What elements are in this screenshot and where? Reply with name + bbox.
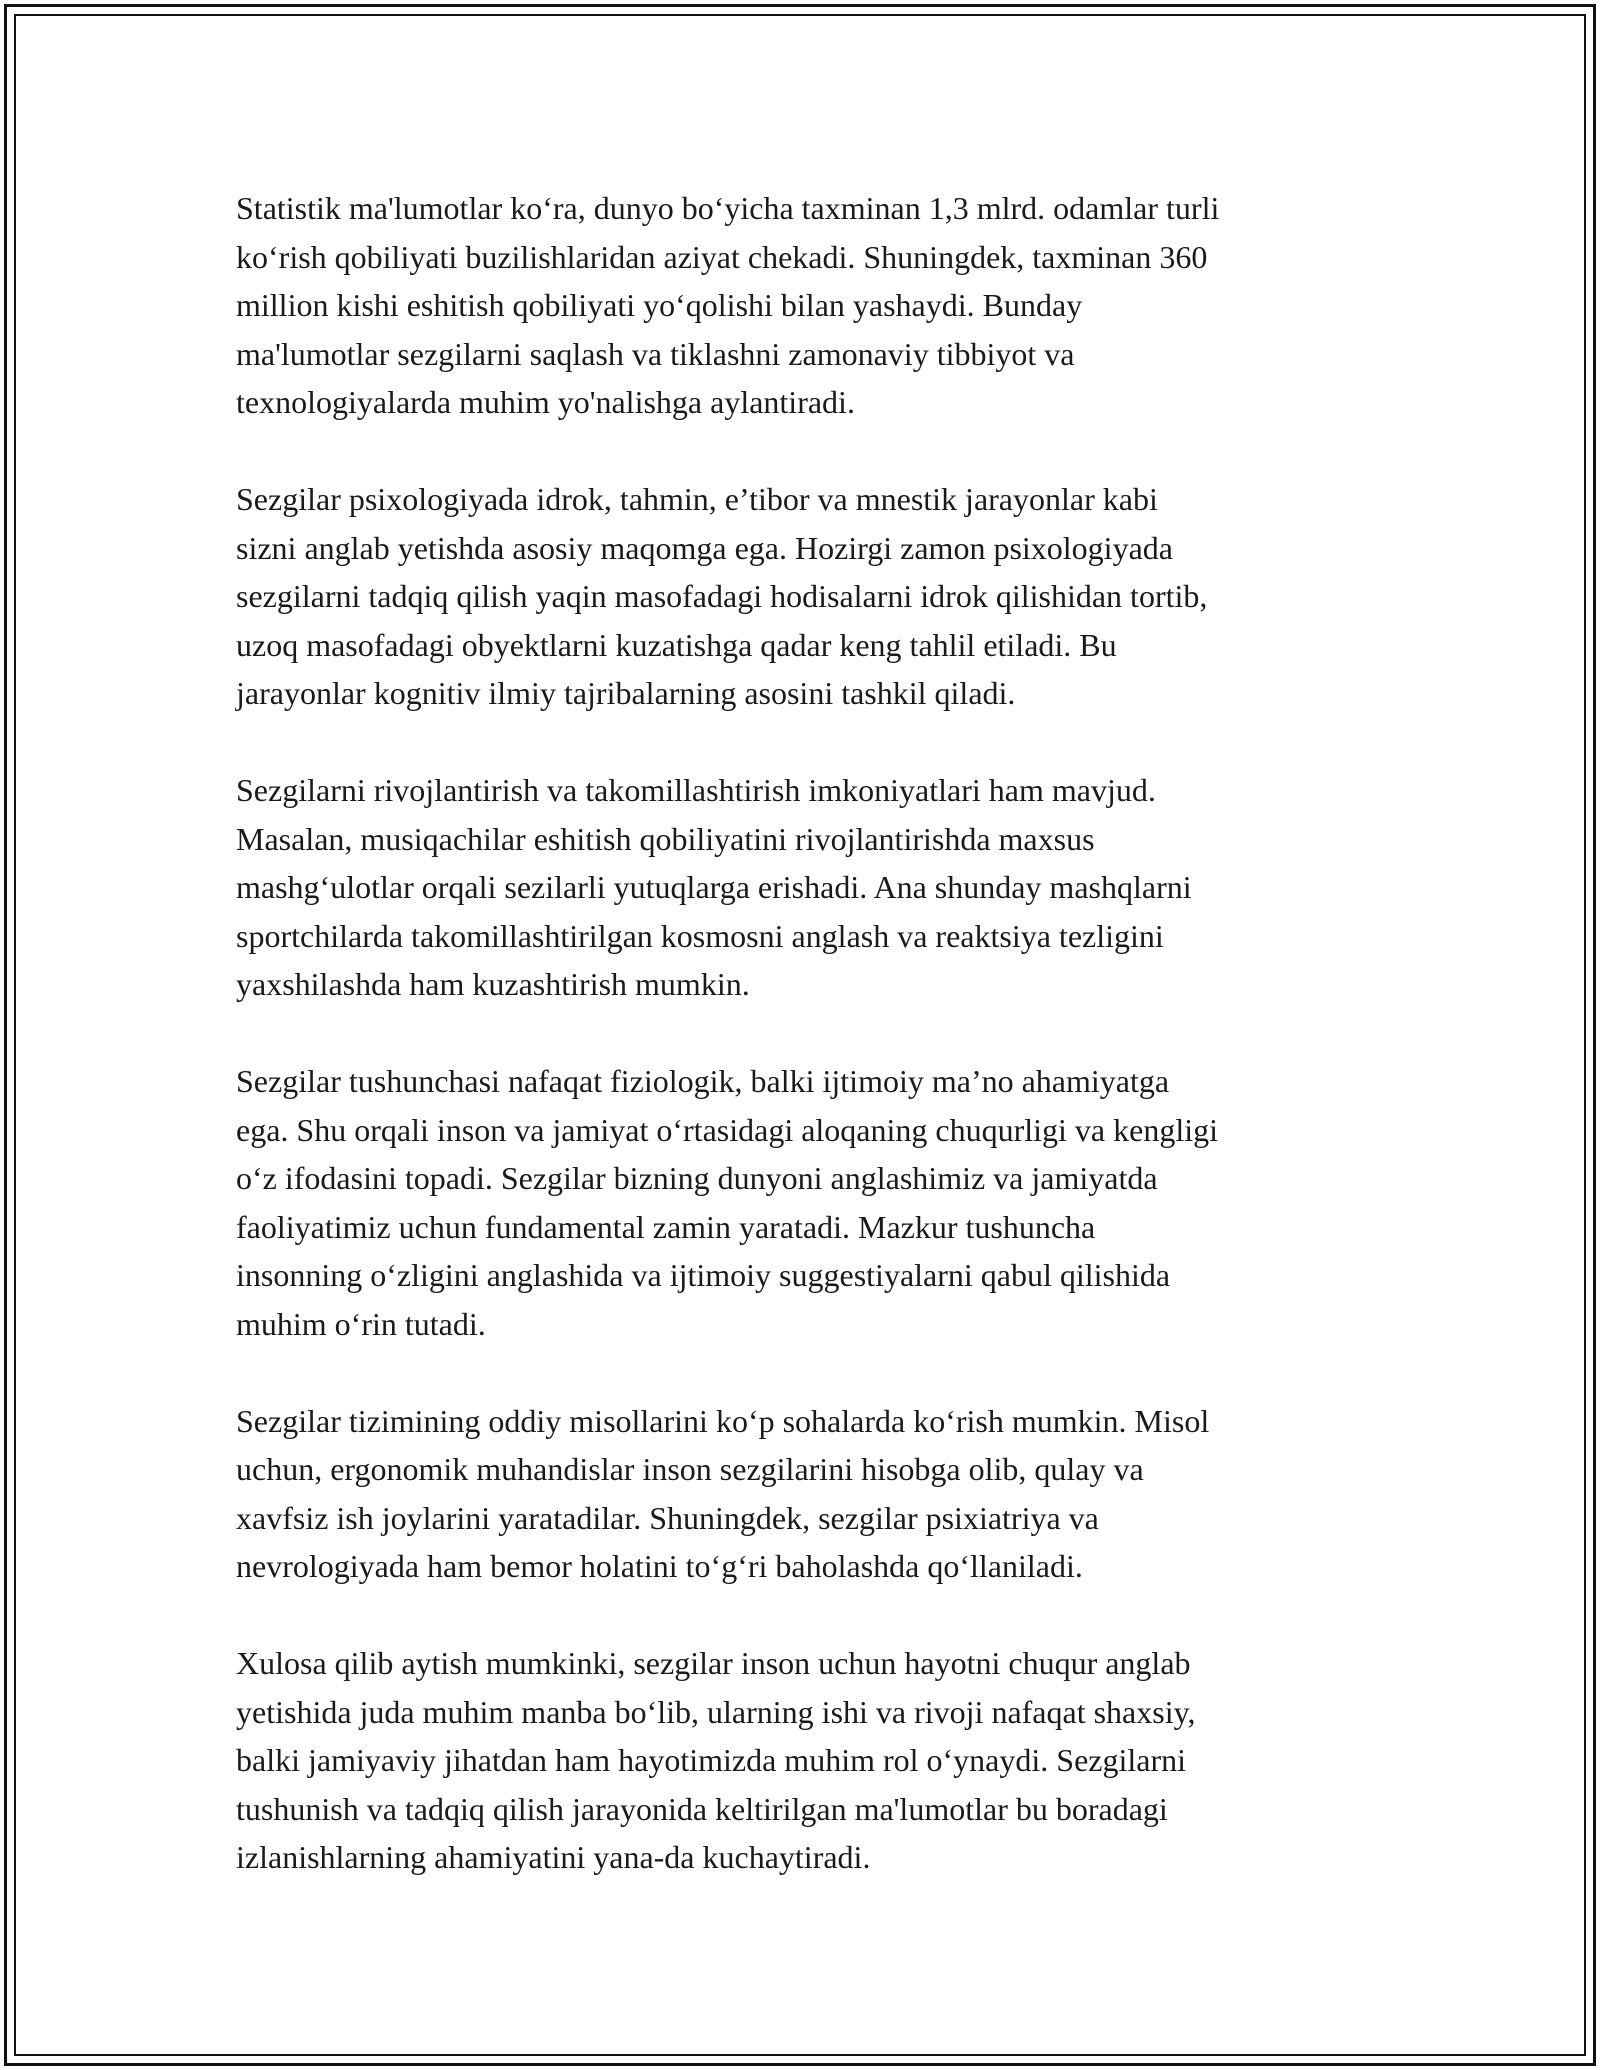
paragraph-6: [236, 1639, 1386, 1882]
paragraph-line: insonning o‘zligini anglashida va ijtimoiy suggestiyalarni qabul qilishida: [236, 1257, 1171, 1293]
paragraph-line: nevrologiyada ham bemor holatini to‘g‘ri baholashda qo‘llaniladi.: [236, 1548, 1083, 1584]
paragraph-line: sizni anglab yetishda asosiy maqomga ega. Hozirgi zamon psixologiyada: [236, 529, 1173, 566]
paragraph-2: [236, 475, 1386, 718]
paragraph-line: ega. Shu orqali inson va jamiyat o‘rtasidagi aloqaning chuqurligi va kengligi: [236, 1111, 1218, 1148]
paragraph-line: o‘z ifodasini topadi. Sezgilar bizning dunyoni anglashimiz va jamiyatda: [236, 1160, 1158, 1196]
paragraph-line: jarayonlar kognitiv ilmiy tajribalarning asosini tashkil qiladi.: [236, 675, 1016, 711]
paragraph-line: uchun, ergonomik muhandislar inson sezgilarini hisobga olib, qulay va: [236, 1451, 1144, 1487]
paragraph-line: muhim o‘rin tutadi.: [236, 1305, 486, 1342]
paragraph-4: [236, 1057, 1386, 1348]
paragraph-5: [236, 1397, 1386, 1591]
paragraph-line: Sezgilar psixologiyada idrok, tahmin, e’tibor va mnestik jarayonlar kabi: [236, 481, 1158, 517]
paragraph-line: Masalan, musiqachilar eshitish qobiliyatini rivojlantirishda maxsus: [236, 820, 1095, 857]
paragraph-line: balki jamiyaviy jihatdan ham hayotimizda muhim rol o‘ynaydi. Sezgilarni: [236, 1742, 1186, 1778]
paragraph-line: izlanishlarning ahamiyatini yana-da kuchaytiradi.: [236, 1839, 871, 1875]
document-body: [236, 184, 1386, 1882]
paragraph-1: [236, 184, 1386, 427]
paragraph-line: Xulosa qilib aytish mumkinki, sezgilar inson uchun hayotni chuqur anglab: [236, 1645, 1191, 1681]
paragraph-line: xavfsiz ish joylarini yaratadilar. Shuningdek, sezgilar psixiatriya va: [236, 1499, 1099, 1536]
paragraph-line: Sezgilar tushunchasi nafaqat fiziologik, balki ijtimoiy ma’no ahamiyatga: [236, 1063, 1170, 1099]
paragraph-line: yaxshilashda ham kuzashtirish mumkin.: [236, 966, 750, 1002]
paragraph-line: Sezgilarni rivojlantirish va takomillashtirish imkoniyatlari ham mavjud.: [236, 772, 1156, 808]
paragraph-3: [236, 766, 1386, 1009]
paragraph-line: faoliyatimiz uchun fundamental zamin yaratadi. Mazkur tushuncha: [236, 1208, 1096, 1245]
paragraph-line: ma'lumotlar sezgilarni saqlash va tiklashni zamonaviy tibbiyot va: [236, 335, 1075, 372]
paragraph-line: million kishi eshitish qobiliyati yo‘qolishi bilan yashaydi. Bunday: [236, 287, 1083, 323]
paragraph-line: Sezgilar tizimining oddiy misollarini ko‘p sohalarda ko‘rish mumkin. Misol: [236, 1402, 1210, 1439]
paragraph-line: ko‘rish qobiliyati buzilishlaridan aziyat chekadi. Shuningdek, taxminan 360: [236, 238, 1208, 275]
paragraph-line: mashg‘ulotlar orqali sezilarli yutuqlarga erishadi. Ana shunday mashqlarni: [236, 869, 1192, 905]
paragraph-line: uzoq masofadagi obyektlarni kuzatishga qadar keng tahlil etiladi. Bu: [236, 626, 1117, 663]
paragraph-line: texnologiyalarda muhim yo'nalishga aylantiradi.: [236, 384, 855, 420]
paragraph-line: tushunish va tadqiq qilish jarayonida keltirilgan ma'lumotlar bu boradagi: [236, 1790, 1168, 1827]
paragraph-line: sportchilarda takomillashtirilgan kosmosni anglash va reaktsiya tezligini: [236, 917, 1164, 954]
paragraph-line: yetishida juda muhim manba bo‘lib, ularning ishi va rivoji nafaqat shaxsiy,: [236, 1693, 1196, 1730]
paragraph-line: sezgilarni tadqiq qilish yaqin masofadagi hodisalarni idrok qilishidan tortib,: [236, 578, 1208, 614]
paragraph-line: Statistik ma'lumotlar ko‘ra, dunyo bo‘yicha taxminan 1,3 mlrd. odamlar turli: [236, 190, 1220, 226]
